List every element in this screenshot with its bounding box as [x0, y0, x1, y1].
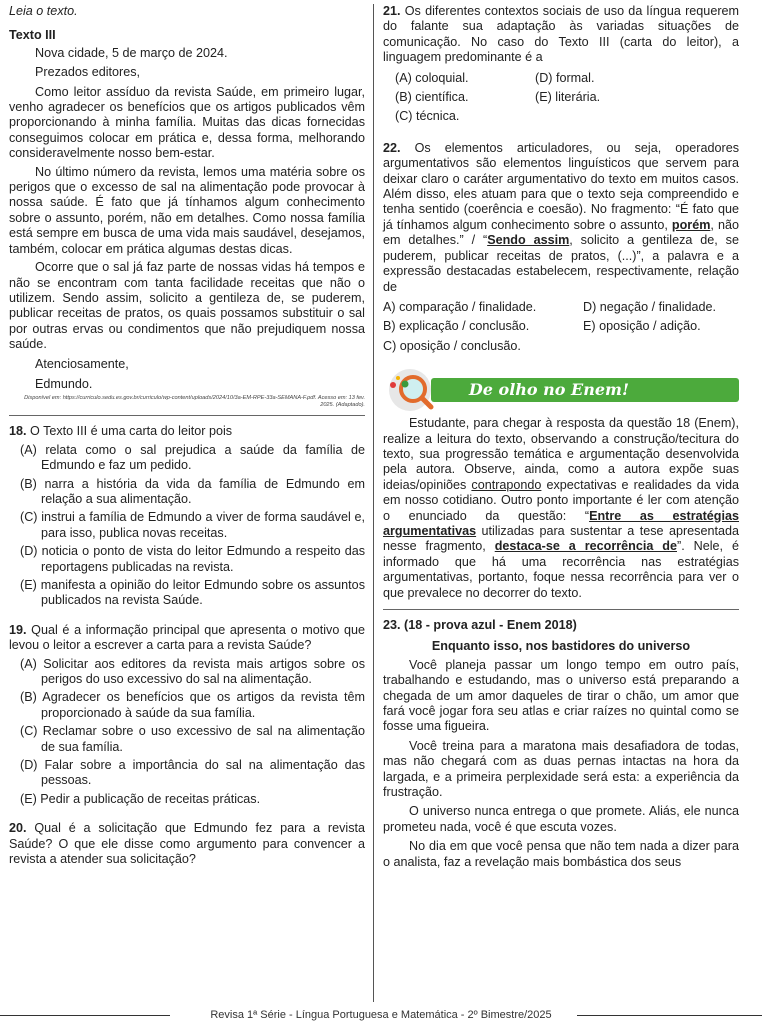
- section-divider: [383, 609, 739, 610]
- option-b[interactable]: (B) Agradecer os benefícios que os artigos da revista têm proporcionado à saúde da sua família.: [20, 690, 365, 720]
- source-citation: Disponível em: https://curriculo.sedu.es.gov.br/curriculo/wp-content/uploads/2024/10/3a-EM-RPE-33a-SEMANA-F.pdf. Acesso em: 13 fev. 2025. (Adaptado).: [24, 395, 365, 409]
- intro-text: Leia o texto.: [9, 4, 78, 18]
- column-divider: [373, 4, 374, 1002]
- letter-signature: Edmundo.: [35, 376, 93, 391]
- question-stem: Os elementos articuladores, ou seja, operadores argumentativos são elementos linguísticos que servem para deixar claro o caráter argumentativo do texto em muitos casos. Além disso, eles atuam para que o texto seja compreendido e tenha sentido (coerência e coesão). No fragmento: “É fato que já tínhamos algum conhecimento sobre o assunto,: [383, 140, 739, 232]
- option-d[interactable]: (D) Falar sobre a importância do sal na alimentação das pessoas.: [20, 758, 365, 788]
- option-c[interactable]: (C) Reclamar sobre o uso excessivo de sal na alimentação de sua família.: [20, 724, 365, 754]
- enem-tip-banner: [383, 368, 739, 412]
- text-title: Enquanto isso, nos bastidores do universo: [431, 639, 691, 654]
- question-number: 19.: [9, 622, 27, 637]
- option-b[interactable]: (B) narra a história da vida da família de Edmundo em relação a sua alimentação.: [20, 476, 365, 506]
- option-e[interactable]: (E) manifesta a opinião do leitor Edmundo sobre os assuntos publicados na revista Saúde.: [20, 578, 365, 608]
- option-b[interactable]: B) explicação / conclusão.: [383, 319, 530, 334]
- question-stem: Qual é a solicitação que Edmundo fez para a revista Saúde? O que ele disse como argumento para convencer a revista a atender sua solicitação?: [9, 821, 365, 867]
- page-footer: [0, 1006, 762, 1026]
- option-c[interactable]: C) oposição / conclusão.: [383, 338, 521, 353]
- footer-text: Revisa 1ª Série - Língua Portuguesa e Matemática - 2º Bimestre/2025: [210, 1009, 552, 1021]
- option-a[interactable]: A) comparação / finalidade.: [383, 299, 537, 314]
- question-number: 21.: [383, 4, 401, 18]
- tip-part-3: utilizadas para sustentar a tese apresentada nesse fragmento,: [383, 523, 739, 554]
- question-23: [383, 618, 739, 870]
- option-d[interactable]: (D) formal.: [535, 70, 595, 85]
- option-c[interactable]: (C) instrui a família de Edmundo a viver de forma saudável e, para isso, publica novas receitas.: [20, 510, 365, 540]
- option-e[interactable]: (E) Pedir a publicação de receitas práticas.: [20, 791, 261, 806]
- question-21: [383, 4, 739, 125]
- option-e[interactable]: (E) literária.: [535, 90, 601, 105]
- highlight-porem: porém: [671, 217, 711, 232]
- tip-part-2: expectativas e realidades da vida em nosso cotidiano. Outro ponto importante é ler com atenção o enunciado da questão: “: [383, 477, 739, 523]
- question-number: 18.: [9, 424, 27, 439]
- question-stem: Qual é a informação principal que apresenta o motivo que levou o leitor a escrever a carta para a revista Saúde?: [9, 622, 365, 653]
- option-b[interactable]: (B) científica.: [395, 90, 469, 105]
- banner-title: De olho no Enem!: [468, 380, 629, 400]
- option-a[interactable]: (A) relata como o sal prejudica a saúde da família de Edmundo e faz um pedido.: [20, 442, 365, 473]
- option-d[interactable]: (D) noticia o ponto de vista do leitor Edmundo a respeito das reportagens publicadas na revista.: [20, 544, 365, 574]
- question-stem-mid: , não em detalhes.” / “: [383, 217, 740, 248]
- text-paragraph-1: Você planeja passar um longo tempo em outro país, trabalhando e estudando, mas o universo está preparando a chegada de um amor daqueles de tirar o chão, um amor que fará você jogar fora seu atlas e criar raízes no quintal como se fosse uma figueira.: [383, 657, 739, 734]
- highlight-sendo-assim: Sendo assim: [487, 233, 570, 248]
- letter-paragraph-1: Como leitor assíduo da revista Saúde, em primeiro lugar, venho agradecer os benefícios que os artigos publicados vêm proporcionando à minha família. Muitas das dicas fornecidas conseguimos colocar em prática e, dessa forma, melhorando consideravelmente nosso bem-estar.: [9, 84, 365, 161]
- question-number: 22.: [383, 140, 401, 155]
- option-a[interactable]: (A) Solicitar aos editores da revista mais artigos sobre os perigos do uso excessivo do sal na alimentação.: [20, 656, 365, 687]
- enem-tip-text: [383, 416, 739, 601]
- magnifier-icon: [383, 368, 447, 412]
- tip-part-1: Estudante, para chegar à resposta da questão 18 (Enem), realize a leitura do texto, observando a construção/tecitura do texto, sua progressão temática e argumentação desenvolvida pela autora. Observe, ainda, como a autora expõe suas ideias/opiniões: [383, 416, 739, 492]
- question-22: [383, 141, 739, 354]
- letter-place-date: Nova cidade, 5 de março de 2024.: [35, 45, 228, 60]
- letter-paragraph-2: No último número da revista, lemos uma matéria sobre os perigos que o excesso de sal na alimentação pode provocar à nossa saúde. É fato que já tínhamos algum conhecimento sobre o assunto, porém, não em detalhes. Como nossa família está sempre em busca de uma vida mais saudável, desejamos, também, colocar em prática algumas destas dicas.: [9, 164, 365, 256]
- tip-part-4: ”. Nele, é informado que há uma recorrência nas estratégias argumentativas, portanto, foque nessa recorrência para ver o que prevalece no decorrer do texto.: [383, 539, 739, 600]
- question-stem-end: , solicito a gentileza de, se puderem, publicar receitas de pratos, (...)”, a palavra e a expressão destacadas estabelecem, respectivamente, relação de: [383, 233, 739, 294]
- question-number: 20.: [9, 821, 27, 836]
- question-18: [9, 424, 365, 608]
- text-paragraph-4: No dia em que você pensa que não tem nada a dizer para o analista, faz a revelação mais bombástica dos seus: [383, 839, 739, 869]
- highlight-estrategias: Entre as estratégias argumentativas: [383, 508, 739, 538]
- letter-paragraph-3: Ocorre que o sal já faz parte de nossas vidas há tempos e não se encontram com tanta facilidade receitas que não o utilizem. Sendo assim, solicito a gentileza de, se puderem, publicar receitas de pratos, os quais possamos substituir o sal por outras ervas ou condimentos que não prejudiquem nossa saúde.: [9, 260, 365, 352]
- highlight-contrapondo: contrapondo: [471, 477, 542, 492]
- text-paragraph-3: O universo nunca entrega o que promete. Aliás, ele nunca prometeu nada, você é que escuta vozes.: [383, 804, 739, 834]
- option-a[interactable]: (A) coloquial.: [395, 70, 469, 85]
- footer-rule-right: [577, 1015, 762, 1016]
- letter-closing: Atenciosamente,: [35, 356, 129, 371]
- section-divider: [9, 415, 365, 416]
- letter-greeting: Prezados editores,: [35, 65, 141, 80]
- left-column: [9, 0, 365, 868]
- question-stem: Os diferentes contextos sociais de uso da língua requerem do falante sua adaptação às variadas situações de comunicação. No caso do Texto III (carta do leitor), a linguagem predominante é a: [383, 4, 740, 65]
- question-header: 23. (18 - prova azul - Enem 2018): [383, 618, 577, 632]
- question-19: [9, 623, 365, 807]
- question-stem: O Texto III é uma carta do leitor pois: [30, 424, 233, 439]
- text-title: Texto III: [9, 28, 56, 43]
- highlight-recorrencia: destaca-se a recorrência de: [494, 539, 677, 554]
- text-paragraph-2: Você treina para a maratona mais desafiadora de todas, mas não chegará com as duas pernas intactas na hora da largada, e a primeira perplexidade será esta: a experiência da frustração.: [383, 738, 739, 800]
- right-column: [383, 0, 739, 870]
- option-c[interactable]: (C) técnica.: [395, 109, 460, 124]
- option-d[interactable]: D) negação / finalidade.: [583, 299, 717, 314]
- question-20: [9, 821, 365, 867]
- option-e[interactable]: E) oposição / adição.: [583, 319, 701, 334]
